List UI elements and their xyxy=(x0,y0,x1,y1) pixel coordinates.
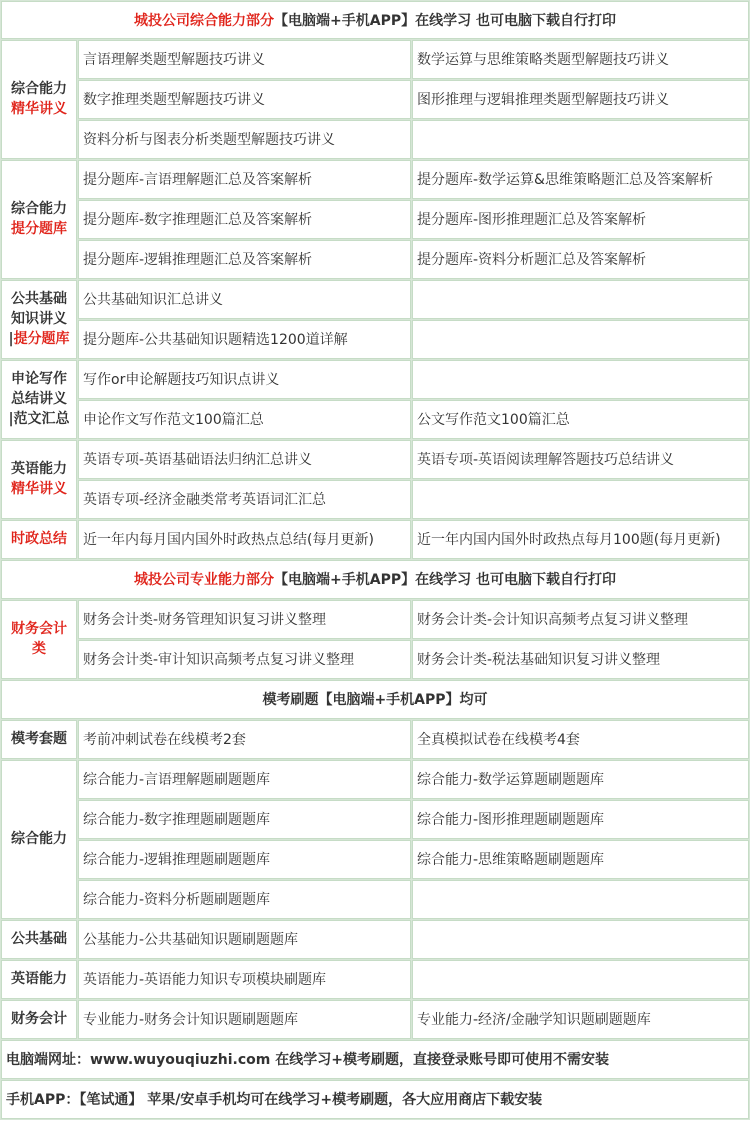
professional-section-header xyxy=(1,560,749,599)
list-item[interactable]: 财务会计类-审计知识高频考点复习讲义整理 xyxy=(78,640,411,679)
public-basics-label: 公共基础 知识讲义 |提分题库 xyxy=(1,280,77,359)
list-item[interactable]: 专业能力-财务会计知识题刷题题库 xyxy=(78,1000,411,1039)
list-item[interactable]: 英语能力-英语能力知识专项模块刷题库 xyxy=(78,960,411,999)
finance-label: 财务会计 类 xyxy=(1,600,77,679)
list-item[interactable]: 数字推理类题型解题技巧讲义 xyxy=(78,80,411,119)
list-item[interactable]: 专业能力-经济/金融学知识题刷题题库 xyxy=(412,1000,749,1039)
list-item[interactable]: 综合能力-数字推理题刷题题库 xyxy=(78,800,411,839)
essay-label: 申论写作 总结讲义 |范文汇总 xyxy=(1,360,77,439)
list-item[interactable]: 提分题库-逻辑推理题汇总及答案解析 xyxy=(78,240,411,279)
english-label: 英语能力 精华讲义 xyxy=(1,440,77,519)
empty-cell xyxy=(412,880,749,919)
list-item[interactable]: 提分题库-图形推理题汇总及答案解析 xyxy=(412,200,749,239)
mock-public-label: 公共基础 xyxy=(1,920,77,959)
general-lectures-label: 综合能力 精华讲义 xyxy=(1,40,77,159)
list-item[interactable]: 申论作文写作范文100篇汇总 xyxy=(78,400,411,439)
empty-cell xyxy=(412,320,749,359)
politics-label: 时政总结 xyxy=(1,520,77,559)
list-item[interactable]: 英语专项-英语基础语法归纳汇总讲义 xyxy=(78,440,411,479)
list-item[interactable]: 综合能力-思维策略题刷题题库 xyxy=(412,840,749,879)
general-header-rest: 【电脑端+手机APP】在线学习 也可电脑下载自行打印 xyxy=(274,12,616,29)
list-item[interactable]: 言语理解类题型解题技巧讲义 xyxy=(78,40,411,79)
empty-cell xyxy=(412,960,749,999)
footer-website[interactable]: 电脑端网址：www.wuyouqiuzhi.com 在线学习+模考刷题，直接登录账号即可使用不需安装 xyxy=(1,1040,749,1079)
list-item[interactable]: 资料分析与图表分析类题型解题技巧讲义 xyxy=(78,120,411,159)
list-item[interactable]: 综合能力-数学运算题刷题题库 xyxy=(412,760,749,799)
list-item[interactable]: 数学运算与思维策略类题型解题技巧讲义 xyxy=(412,40,749,79)
empty-cell xyxy=(412,280,749,319)
list-item[interactable]: 财务会计类-税法基础知识复习讲义整理 xyxy=(412,640,749,679)
list-item[interactable]: 财务会计类-会计知识高频考点复习讲义整理 xyxy=(412,600,749,639)
general-bank-label: 综合能力 提分题库 xyxy=(1,160,77,279)
list-item[interactable]: 财务会计类-财务管理知识复习讲义整理 xyxy=(78,600,411,639)
professional-header-red: 城投公司专业能力部分 xyxy=(134,572,275,589)
list-item[interactable]: 提分题库-数字推理题汇总及答案解析 xyxy=(78,200,411,239)
list-item[interactable]: 英语专项-经济金融类常考英语词汇汇总 xyxy=(78,480,411,519)
list-item[interactable]: 写作or申论解题技巧知识点讲义 xyxy=(78,360,411,399)
footer-app: 手机APP：【笔试通】 苹果/安卓手机均可在线学习+模考刷题，各大应用商店下载安装 xyxy=(1,1080,749,1119)
mock-section-header: 模考刷题【电脑端+手机APP】均可 xyxy=(1,680,749,719)
general-header-red: 城投公司综合能力部分 xyxy=(134,12,275,29)
list-item[interactable]: 综合能力-言语理解题刷题题库 xyxy=(78,760,411,799)
list-item[interactable]: 提分题库-资料分析题汇总及答案解析 xyxy=(412,240,749,279)
empty-cell xyxy=(412,360,749,399)
list-item[interactable]: 综合能力-逻辑推理题刷题题库 xyxy=(78,840,411,879)
empty-cell xyxy=(412,120,749,159)
empty-cell xyxy=(412,920,749,959)
list-item[interactable]: 图形推理与逻辑推理类题型解题技巧讲义 xyxy=(412,80,749,119)
list-item[interactable]: 考前冲刺试卷在线模考2套 xyxy=(78,720,411,759)
list-item[interactable]: 近一年内每月国内国外时政热点总结(每月更新) xyxy=(78,520,411,559)
list-item[interactable]: 提分题库-数学运算&思维策略题汇总及答案解析 xyxy=(412,160,749,199)
list-item[interactable]: 提分题库-公共基础知识题精选1200道详解 xyxy=(78,320,411,359)
list-item[interactable]: 公文写作范文100篇汇总 xyxy=(412,400,749,439)
list-item[interactable]: 综合能力-图形推理题刷题题库 xyxy=(412,800,749,839)
list-item[interactable]: 英语专项-英语阅读理解答题技巧总结讲义 xyxy=(412,440,749,479)
mock-general-label: 综合能力 xyxy=(1,760,77,919)
mock-english-label: 英语能力 xyxy=(1,960,77,999)
mock-finance-label: 财务会计 xyxy=(1,1000,77,1039)
list-item[interactable]: 全真模拟试卷在线模考4套 xyxy=(412,720,749,759)
mock-sets-label: 模考套题 xyxy=(1,720,77,759)
general-section-header xyxy=(1,1,749,39)
empty-cell xyxy=(412,480,749,519)
list-item[interactable]: 公共基础知识汇总讲义 xyxy=(78,280,411,319)
list-item[interactable]: 综合能力-资料分析题刷题题库 xyxy=(78,880,411,919)
list-item[interactable]: 近一年内国内国外时政热点每月100题(每月更新) xyxy=(412,520,749,559)
professional-header-rest: 【电脑端+手机APP】在线学习 也可电脑下载自行打印 xyxy=(274,572,616,589)
list-item[interactable]: 提分题库-言语理解题汇总及答案解析 xyxy=(78,160,411,199)
list-item[interactable]: 公基能力-公共基础知识题刷题题库 xyxy=(78,920,411,959)
